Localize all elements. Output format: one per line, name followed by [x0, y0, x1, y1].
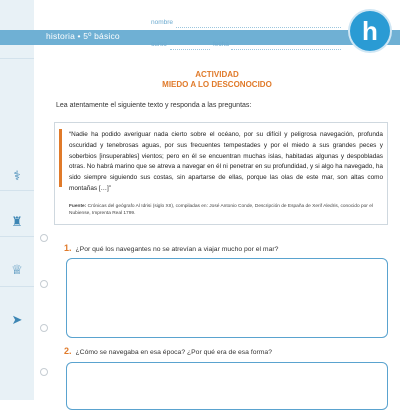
question-text: ¿Por qué los navegantes no se atrevían a viajar mucho por el mar? [75, 246, 279, 253]
quote-accent-bar [59, 129, 62, 187]
bird-icon: ➤ [11, 312, 23, 327]
sidebar-divider [0, 190, 34, 191]
instructions: Lea atentamente el siguiente texto y responda a las preguntas: [56, 102, 252, 109]
quote-box [54, 122, 388, 225]
worksheet-title: MIEDO A LO DESCONOCIDO [162, 80, 272, 89]
activity-label: ACTIVIDAD [195, 70, 239, 79]
quote-text: “Nadie ha podido averiguar nada cierto sobre el océano, por su difícil y peligrosa navegación, profunda oscuridad y tenebrosas aguas, por sus frecuentes tempestades y por el miedo a sus grandes peces y soberbios [insuperables] vientos; pero en él se encuentran muchas islas, habitadas algunas y despobladas otras. No habrá marino que se atreva a navegar en él ni penetrar en su profundidad, y si algo ha navegado, ha sido siempre siguiendo sus costas, sin apartarse de ellas, porque las olas de este mar, son altas como montañas […]” [69, 131, 383, 192]
sidebar-divider [0, 58, 34, 59]
question-1 [64, 243, 278, 253]
binding-ring [40, 324, 48, 332]
answer-box-1[interactable] [66, 258, 388, 338]
source-label: Fuente: [69, 204, 87, 209]
source-text: Crónicas del geógrafo Al Idrisi (siglo XII), compiladas en: José Antonio Conde, Descripción de España de Xerif Aledris, conocido por el Nubiense, Imprenta Real 1799. [69, 204, 373, 216]
sidebar [0, 0, 34, 400]
binding-ring [40, 234, 48, 242]
question-text: ¿Cómo se navegaba en esa época? ¿Por qué era de esa forma? [75, 349, 272, 356]
question-number: 2. [64, 346, 72, 356]
subject-label: historia • 5º básico [46, 31, 120, 41]
date-line[interactable] [231, 49, 341, 50]
course-label: curso [151, 41, 167, 48]
castle-icon: ♜ [11, 214, 23, 229]
answer-box-2[interactable] [66, 362, 388, 410]
quote-source [69, 203, 383, 217]
sidebar-divider [0, 236, 34, 237]
question-2 [64, 346, 272, 356]
date-label: fecha [213, 41, 229, 48]
question-number: 1. [64, 243, 72, 253]
name-label: nombre [151, 19, 174, 26]
binding-ring [40, 368, 48, 376]
sidebar-divider [0, 286, 34, 287]
logo-icon: h [350, 11, 390, 51]
figure-icon: ⚕ [13, 168, 21, 183]
name-line[interactable] [176, 27, 341, 28]
course-line[interactable] [170, 49, 210, 50]
crown-icon: ♕ [11, 262, 23, 277]
binding-ring [40, 280, 48, 288]
